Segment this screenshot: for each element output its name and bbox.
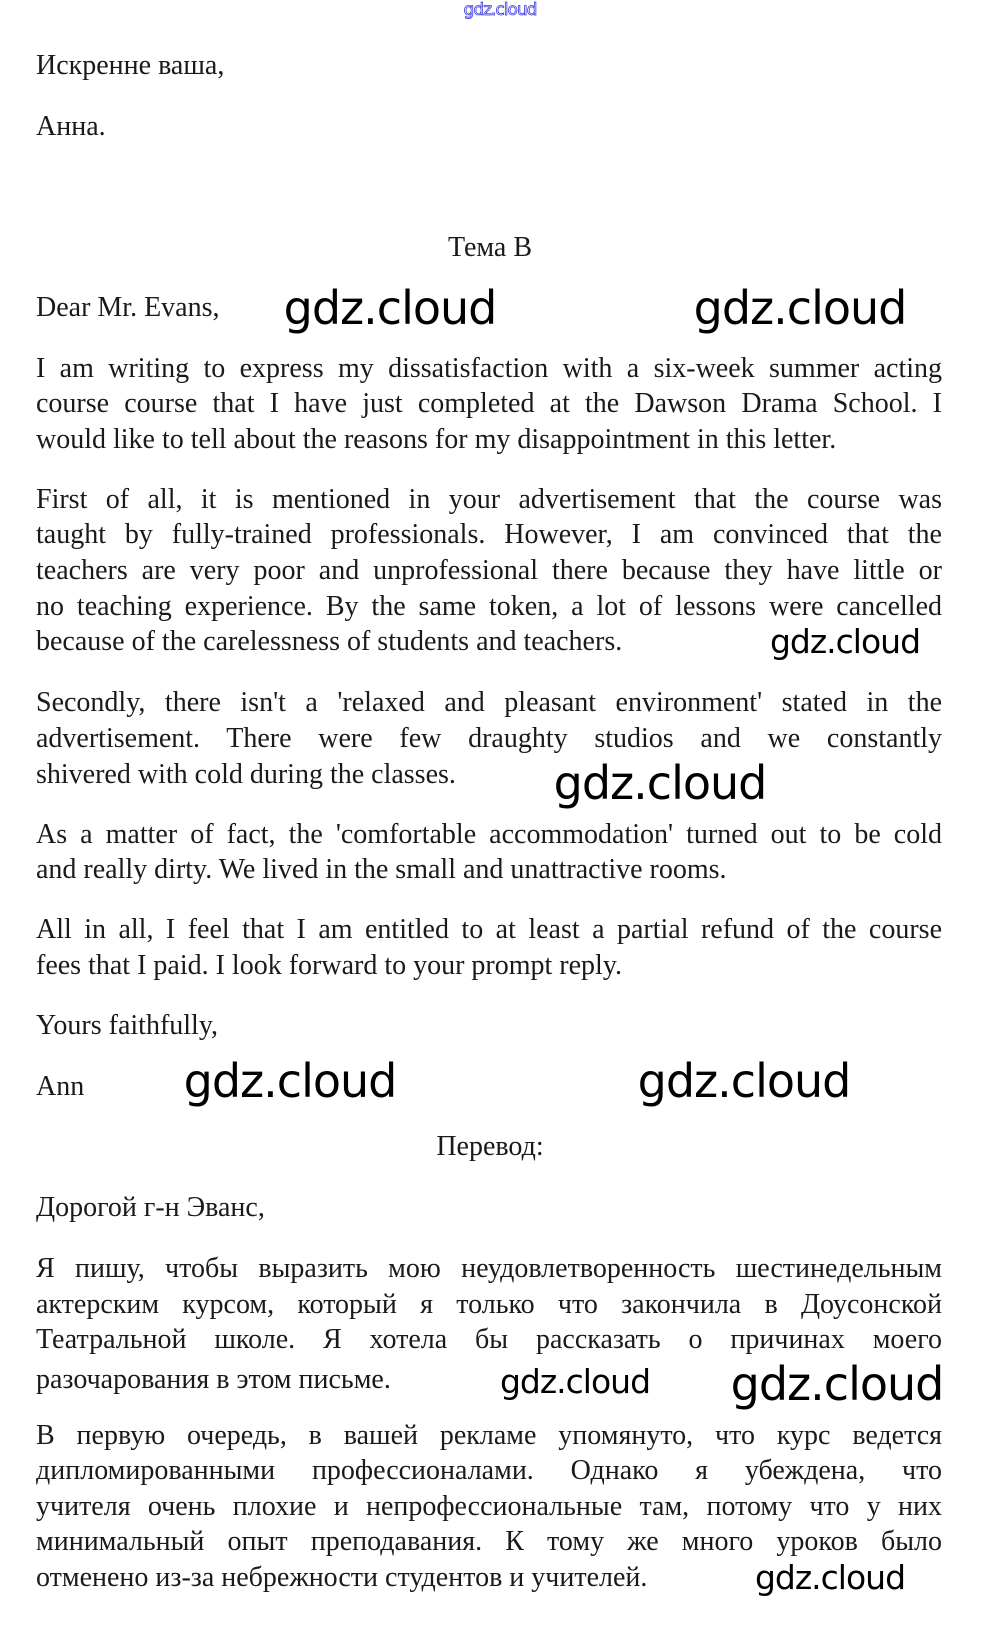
watermark: gdz.cloud <box>754 1558 906 1597</box>
topic-heading: Тема B <box>447 232 533 263</box>
paragraph-line: Я пишу, чтобы выразить мою неудовлетворенность шестинедельным <box>36 1253 942 1284</box>
paragraph-line: First of all, it is mentioned in your advertisement that the course was <box>36 484 942 515</box>
paragraph-line: All in all, I feel that I am entitled to at least a partial refund of the course <box>36 914 942 945</box>
paragraph-line: fees that I paid. I look forward to your prompt reply. <box>36 950 623 981</box>
signature-en: Ann <box>36 1071 85 1102</box>
paragraph-line: because of the carelessness of students and teachers. <box>36 626 623 657</box>
signature-ru: Анна. <box>36 111 106 142</box>
paragraph-line: teachers are very poor and unprofessional there because they have little or <box>36 555 942 586</box>
paragraph-line: учителя очень плохие и непрофессиональные там, потому что у них <box>36 1491 942 1522</box>
watermark: gdz.cloud <box>183 1054 397 1108</box>
paragraph-line: course course that I have just completed at the Dawson Drama School. I <box>36 388 942 419</box>
watermark: gdz.cloud <box>769 622 921 661</box>
watermark: gdz.cloud <box>730 1357 944 1411</box>
watermark: gdz.cloud <box>693 281 907 335</box>
paragraph-line: актерским курсом, который я только что закончила в Доусонской <box>36 1289 942 1320</box>
paragraph-line: разочарования в этом письме. <box>36 1364 391 1395</box>
paragraph-line: Secondly, there isn't a 'relaxed and pleasant environment' stated in the <box>36 687 942 718</box>
watermark: gdz.cloud <box>637 1054 851 1108</box>
watermark: gdz.cloud <box>499 1362 651 1401</box>
paragraph-line: отменено из-за небрежности студентов и учителей. <box>36 1562 648 1593</box>
watermark: gdz.cloud <box>553 756 767 810</box>
paragraph-line: В первую очередь, в вашей рекламе упомянуто, что курс ведется <box>36 1420 942 1451</box>
paragraph-line: would like to tell about the reasons for my disappointment in this letter. <box>36 424 837 455</box>
paragraph-line: and really dirty. We lived in the small and unattractive rooms. <box>36 854 727 885</box>
paragraph-line: минимальный опыт преподавания. К тому же много уроков было <box>36 1526 942 1557</box>
greeting-ru: Дорогой г-н Эванс, <box>36 1192 265 1223</box>
paragraph-line: Театральной школе. Я хотела бы рассказать о причинах моего <box>36 1324 942 1355</box>
paragraph-line: I am writing to express my dissatisfaction with a six-week summer acting <box>36 353 942 384</box>
greeting-en: Dear Mr. Evans, <box>36 292 220 323</box>
paragraph-line: дипломированными профессионалами. Однако я убеждена, что <box>36 1455 942 1486</box>
watermark-top: gdz.cloud <box>463 0 537 20</box>
paragraph-line: taught by fully-trained professionals. However, I am convinced that the <box>36 519 942 550</box>
paragraph-line: shivered with cold during the classes. <box>36 759 456 790</box>
paragraph-line: advertisement. There were few draughty studios and we constantly <box>36 723 942 754</box>
translation-heading: Перевод: <box>436 1131 544 1162</box>
watermark: gdz.cloud <box>283 281 497 335</box>
closing-en: Yours faithfully, <box>36 1010 219 1041</box>
paragraph-line: As a matter of fact, the 'comfortable accommodation' turned out to be cold <box>36 819 942 850</box>
closing-ru: Искренне ваша, <box>36 50 225 81</box>
paragraph-line: no teaching experience. By the same token, a lot of lessons were cancelled <box>36 591 942 622</box>
